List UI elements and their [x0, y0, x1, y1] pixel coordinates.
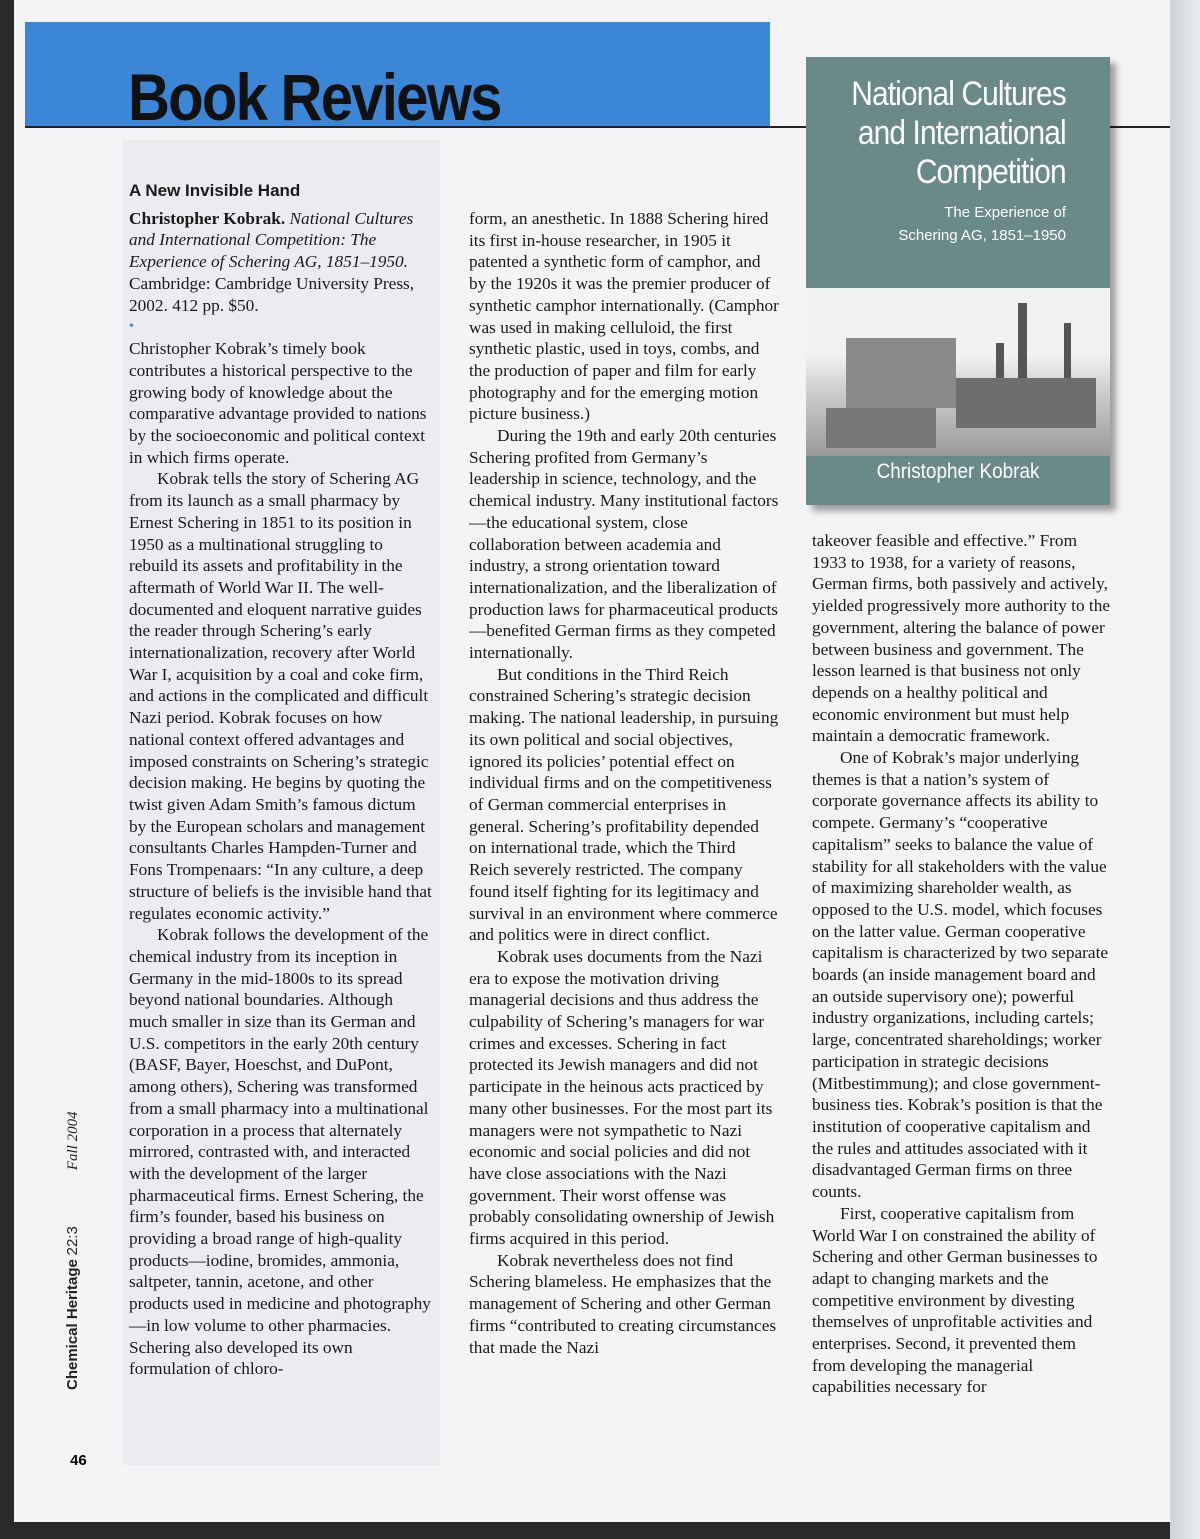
journal-name: Chemical Heritage: [64, 1259, 81, 1390]
paragraph: Christopher Kobrak’s timely book contributes a historical perspective to the growing body of knowledge about the comparative advantage provided to nations by the socioeconomic and political context in which firms operate.: [129, 339, 427, 467]
page-number: 46: [70, 1452, 87, 1469]
cover-title: [851, 75, 1066, 192]
cover-author: Christopher Kobrak: [876, 460, 1040, 483]
citation-title: National Cultures and International Competition: The Experience of Schering AG, 1851–1950.: [129, 208, 414, 272]
paragraph: takeover feasible and effective.” From 1933 to 1938, for a variety of reasons, German firms, both passively and actively, yielded progressively more authority to the government, altering the balance of power between business and government. The lesson learned is that business not only depends on a healthy political and economic environment but must help maintain a democratic framework.: [812, 531, 1111, 746]
column-2: [469, 208, 779, 1358]
cover-title-line: and International: [858, 114, 1066, 152]
bullet-separator: •: [129, 319, 134, 335]
column-3: [812, 530, 1112, 1398]
running-footer: [64, 1111, 82, 1390]
citation-author: Christopher Kobrak.: [129, 208, 286, 228]
paragraph: Kobrak follows the development of the chemical industry from its inception in Germany in the mid-1800s to its spread beyond national boundaries. Although much smaller in size than its German and U.S. competitors in the early 20th century (BASF, Bayer, Hoeschst, and DuPont, among others), Schering was transformed from a small pharmacy into a multinational corporation in a process that alternately mirrored, contrasted with, and interacted with the development of the larger pharmaceutical firms. Ernest Schering, the firm’s founder, based his business on providing a broad range of high-quality products—iodine, bromides, ammonia, saltpeter, tannin, acetone, and other products used in medicine and photography—in low volume to other pharmacies. Schering also developed its own formulation of chloro-: [129, 925, 431, 1379]
citation-publication: Cambridge: Cambridge University Press, 2002. 412 pp. $50.: [129, 273, 415, 315]
cover-title-line: Competition: [916, 153, 1066, 191]
column-1: [129, 180, 435, 1380]
review-heading: A New Invisible Hand: [129, 181, 301, 200]
issue-date: Fall 2004: [65, 1111, 81, 1171]
cover-subtitle: [898, 201, 1066, 247]
paragraph: form, an anesthetic. In 1888 Schering hired its first in-house researcher, in 1905 it patented a synthetic form of camphor, and by the 1920s it was the premier producer of synthetic camphor internationally. (Camphor was used in making celluloid, the first synthetic plastic, used in toys, combs, and the production of paper and film for early photography and for the emerging motion picture business.): [469, 209, 779, 424]
cover-title-line: National Cultures: [851, 75, 1066, 113]
paragraph: During the 19th and early 20th centuries Schering profited from Germany’s leadership in science, technology, and the chemical industry. Many institutional factors—the educational system, close collaboration between academia and industry, a strong orientation toward internationalization, and the liberalization of production laws for pharmaceutical products—benefited German firms as they competed internationally.: [469, 426, 779, 663]
cover-subtitle-line: The Experience of: [944, 204, 1066, 221]
paragraph: First, cooperative capitalism from World War I on constrained the ability of Schering and other German businesses to adapt to changing markets and the competitive environment by divesting themselves of unprofitable activities and enterprises. Second, it prevented them from developing the managerial capabilities necessary for: [812, 1203, 1098, 1397]
paragraph: But conditions in the Third Reich constrained Schering’s strategic decision making. The national leadership, in pursuing its own political and social objectives, ignored its policies’ potential effect on individual firms and on the competitiveness of German commercial enterprises in general. Schering’s profitability depended on international trade, which the Third Reich severely restricted. The company found itself fighting for its legitimacy and survival in an environment where commerce and politics were in direct conflict.: [469, 664, 779, 945]
paragraph: Kobrak nevertheless does not find Schering blameless. He emphasizes that the management of Schering and other German firms “contributed to creating circumstances that made the Nazi: [469, 1250, 777, 1357]
paragraph: Kobrak uses documents from the Nazi era to expose the motivation driving managerial decisions and thus address the culpability of Schering’s managers for war crimes and excesses. Schering in fact protected its Jewish managers and did not participate in the heinous acts practiced by many other businesses. For the most part its managers were not sympathetic to Nazi economic and social policies and did not have close associations with the Nazi government. Their worst offense was probably consolidating ownership of Jewish firms acquired in this period.: [469, 946, 775, 1249]
citation: [129, 208, 435, 317]
book-cover: [806, 57, 1110, 505]
paragraph: One of Kobrak’s major underlying themes is that a nation’s system of corporate governance affects its ability to compete. Germany’s “cooperative capitalism” seeks to balance the value of stability for all stakeholders with the value of maximizing shareholder wealth, as opposed to the U.S. model, which focuses on the latter value. German cooperative capitalism is characterized by two separate boards (an inside management board and an outside supervisory one); powerful industry organizations, including cartels; large, concentrated shareholdings; worker participation in strategic decisions (Mitbestimmung); and close government-business ties. Kobrak’s position is that the institution of cooperative capitalism and the rules and attitudes associated with it disadvantaged German firms on three counts.: [812, 748, 1109, 1202]
page-title: Book Reviews: [128, 60, 501, 134]
factory-illustration: [806, 288, 1110, 456]
cover-subtitle-line: Schering AG, 1851–1950: [898, 227, 1066, 244]
page-edge: [1170, 0, 1200, 1539]
paragraph: Kobrak tells the story of Schering AG from its launch as a small pharmacy by Ernest Schering in 1851 to its position in 1950 as a multinational struggling to rebuild its assets and profitability in the aftermath of World War II. The well-documented and eloquent narrative guides the reader through Schering’s early internationalization, recovery after World War I, acquisition by a coal and coke firm, and actions in the complicated and difficult Nazi period. Kobrak focuses on how national context offered advantages and imposed constraints on Schering’s strategic decision making. He begins by quoting the twist given Adam Smith’s famous dictum by the European scholars and management consultants Charles Hampden-Turner and Fons Trompenaars: “In any culture, a deep structure of beliefs is the invisible hand that regulates economic activity.”: [129, 469, 432, 923]
journal-volume: 22:3: [64, 1226, 81, 1256]
